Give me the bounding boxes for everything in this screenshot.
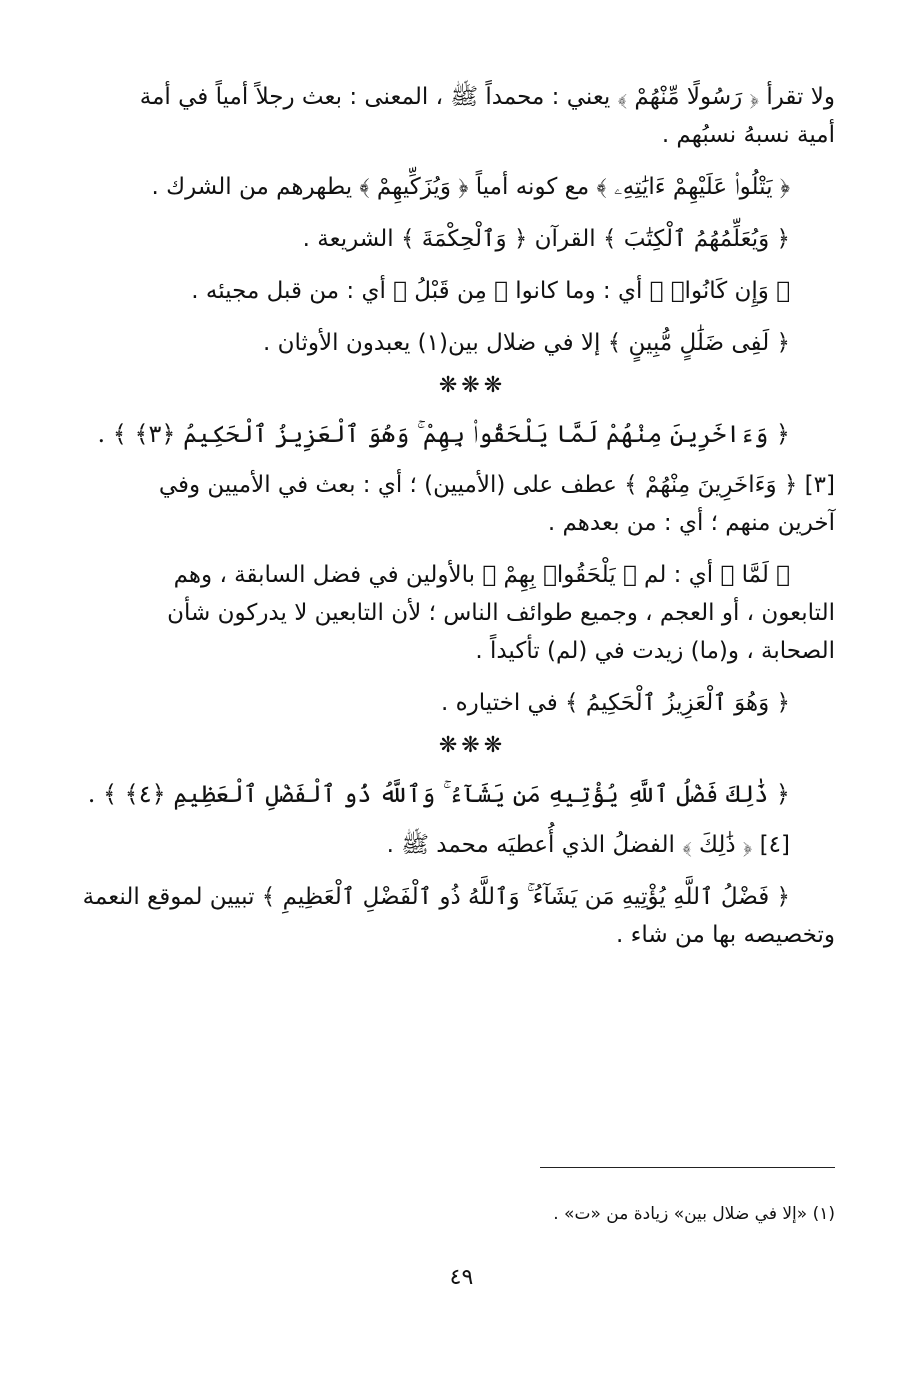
text-line: ولا تقرأ ﴿ رَسُولًا مِّنْهُمْ ﴾ يعني : محمداً ﷺ ، المعنى : بعث رجلاً أمياً في أمة [139,84,835,110]
section-separator: ❋❋❋ [438,733,507,758]
footnote-divider [540,1167,835,1168]
text-line: ﴿ وَهُوَ ٱلْعَزِيزُ ٱلْحَكِيمُ ﴾ في اختياره . [440,690,790,716]
text-line: [٣] ﴿ وَءَاخَرِينَ مِنْهُمْ ﴾ عطف على (الأميين) ؛ أي : بعث في الأميين وفي [158,472,835,498]
page-number: ٤٩ [449,1265,474,1290]
verse-line: ﴿ وَءَاخَرِينَ مِنْهُمْ لَمَّا يَلْحَقُوا۟ بِهِمْ ۚ وَهُوَ ٱلْعَزِيزُ ٱلْحَكِيمُ ﴿٣﴾ ﴾ . [97,420,790,448]
text-line: التابعون ، أو العجم ، وجميع طوائف الناس ؛ لأن التابعين لا يدركون شأن [167,600,835,626]
text-line: [٤] ﴿ ذَٰلِكَ ﴾ الفضلُ الذي أُعطيَه محمد ﷺ . [386,832,790,858]
section-separator: ❋❋❋ [438,373,507,398]
text-line: ﴿ يَتْلُوا۟ عَلَيْهِمْ ءَايَٰتِهِۦ ﴾ مع كونه أمياً ﴿ وَيُزَكِّيهِمْ ﴾ يطهرهم من الشرك . [151,174,790,200]
verse-line: ﴿ ذَٰلِكَ فَضْلُ ٱللَّهِ يُؤْتِيهِ مَن يَشَآءُ ۚ وَٱللَّهُ ذُو ٱلْفَضْلِ ٱلْعَظِيمِ ﴿٤﴾ ﴾ . [87,780,790,808]
text-line: ﴿ فَضْلُ ٱللَّهِ يُؤْتِيهِ مَن يَشَآءُ ۚ وَٱللَّهُ ذُو ٱلْفَضْلِ ٱلْعَظِيمِ ﴾ تبيين لموقع النعمة [82,884,790,910]
text-line: ﴿ وَإِن كَانُوا۟ ﴾ أي : وما كانوا ﴿ مِن قَبْلُ ﴾ أي : من قبل مجيئه . [191,278,790,304]
footnote: (١) «إلا في ضلال بين» زيادة من «ت» . [553,1204,835,1224]
text-line: ﴿ لَفِى ضَلَٰلٍ مُّبِينٍ ﴾ إلا في ضلال بين(١) يعبدون الأوثان . [263,330,790,356]
text-line: آخرين منهم ؛ أي : من بعدهم . [547,510,835,536]
page-body [82,78,835,954]
text-line: أمية نسبهُ نسبُهم . [661,122,835,148]
text-line: ﴿ لَمَّا ﴾ أي : لم ﴿ يَلْحَقُوا۟ بِهِمْ ﴾ بالأولين في فضل السابقة ، وهم [173,562,790,588]
text-line: ﴿ وَيُعَلِّمُهُمُ ٱلْكِتَٰبَ ﴾ القرآن ﴿ وَٱلْحِكْمَةَ ﴾ الشريعة . [302,226,790,252]
text-line: الصحابة ، و(ما) زيدت في (لم) تأكيداً . [475,638,835,664]
text-line: وتخصيصه بها من شاء . [615,922,835,948]
